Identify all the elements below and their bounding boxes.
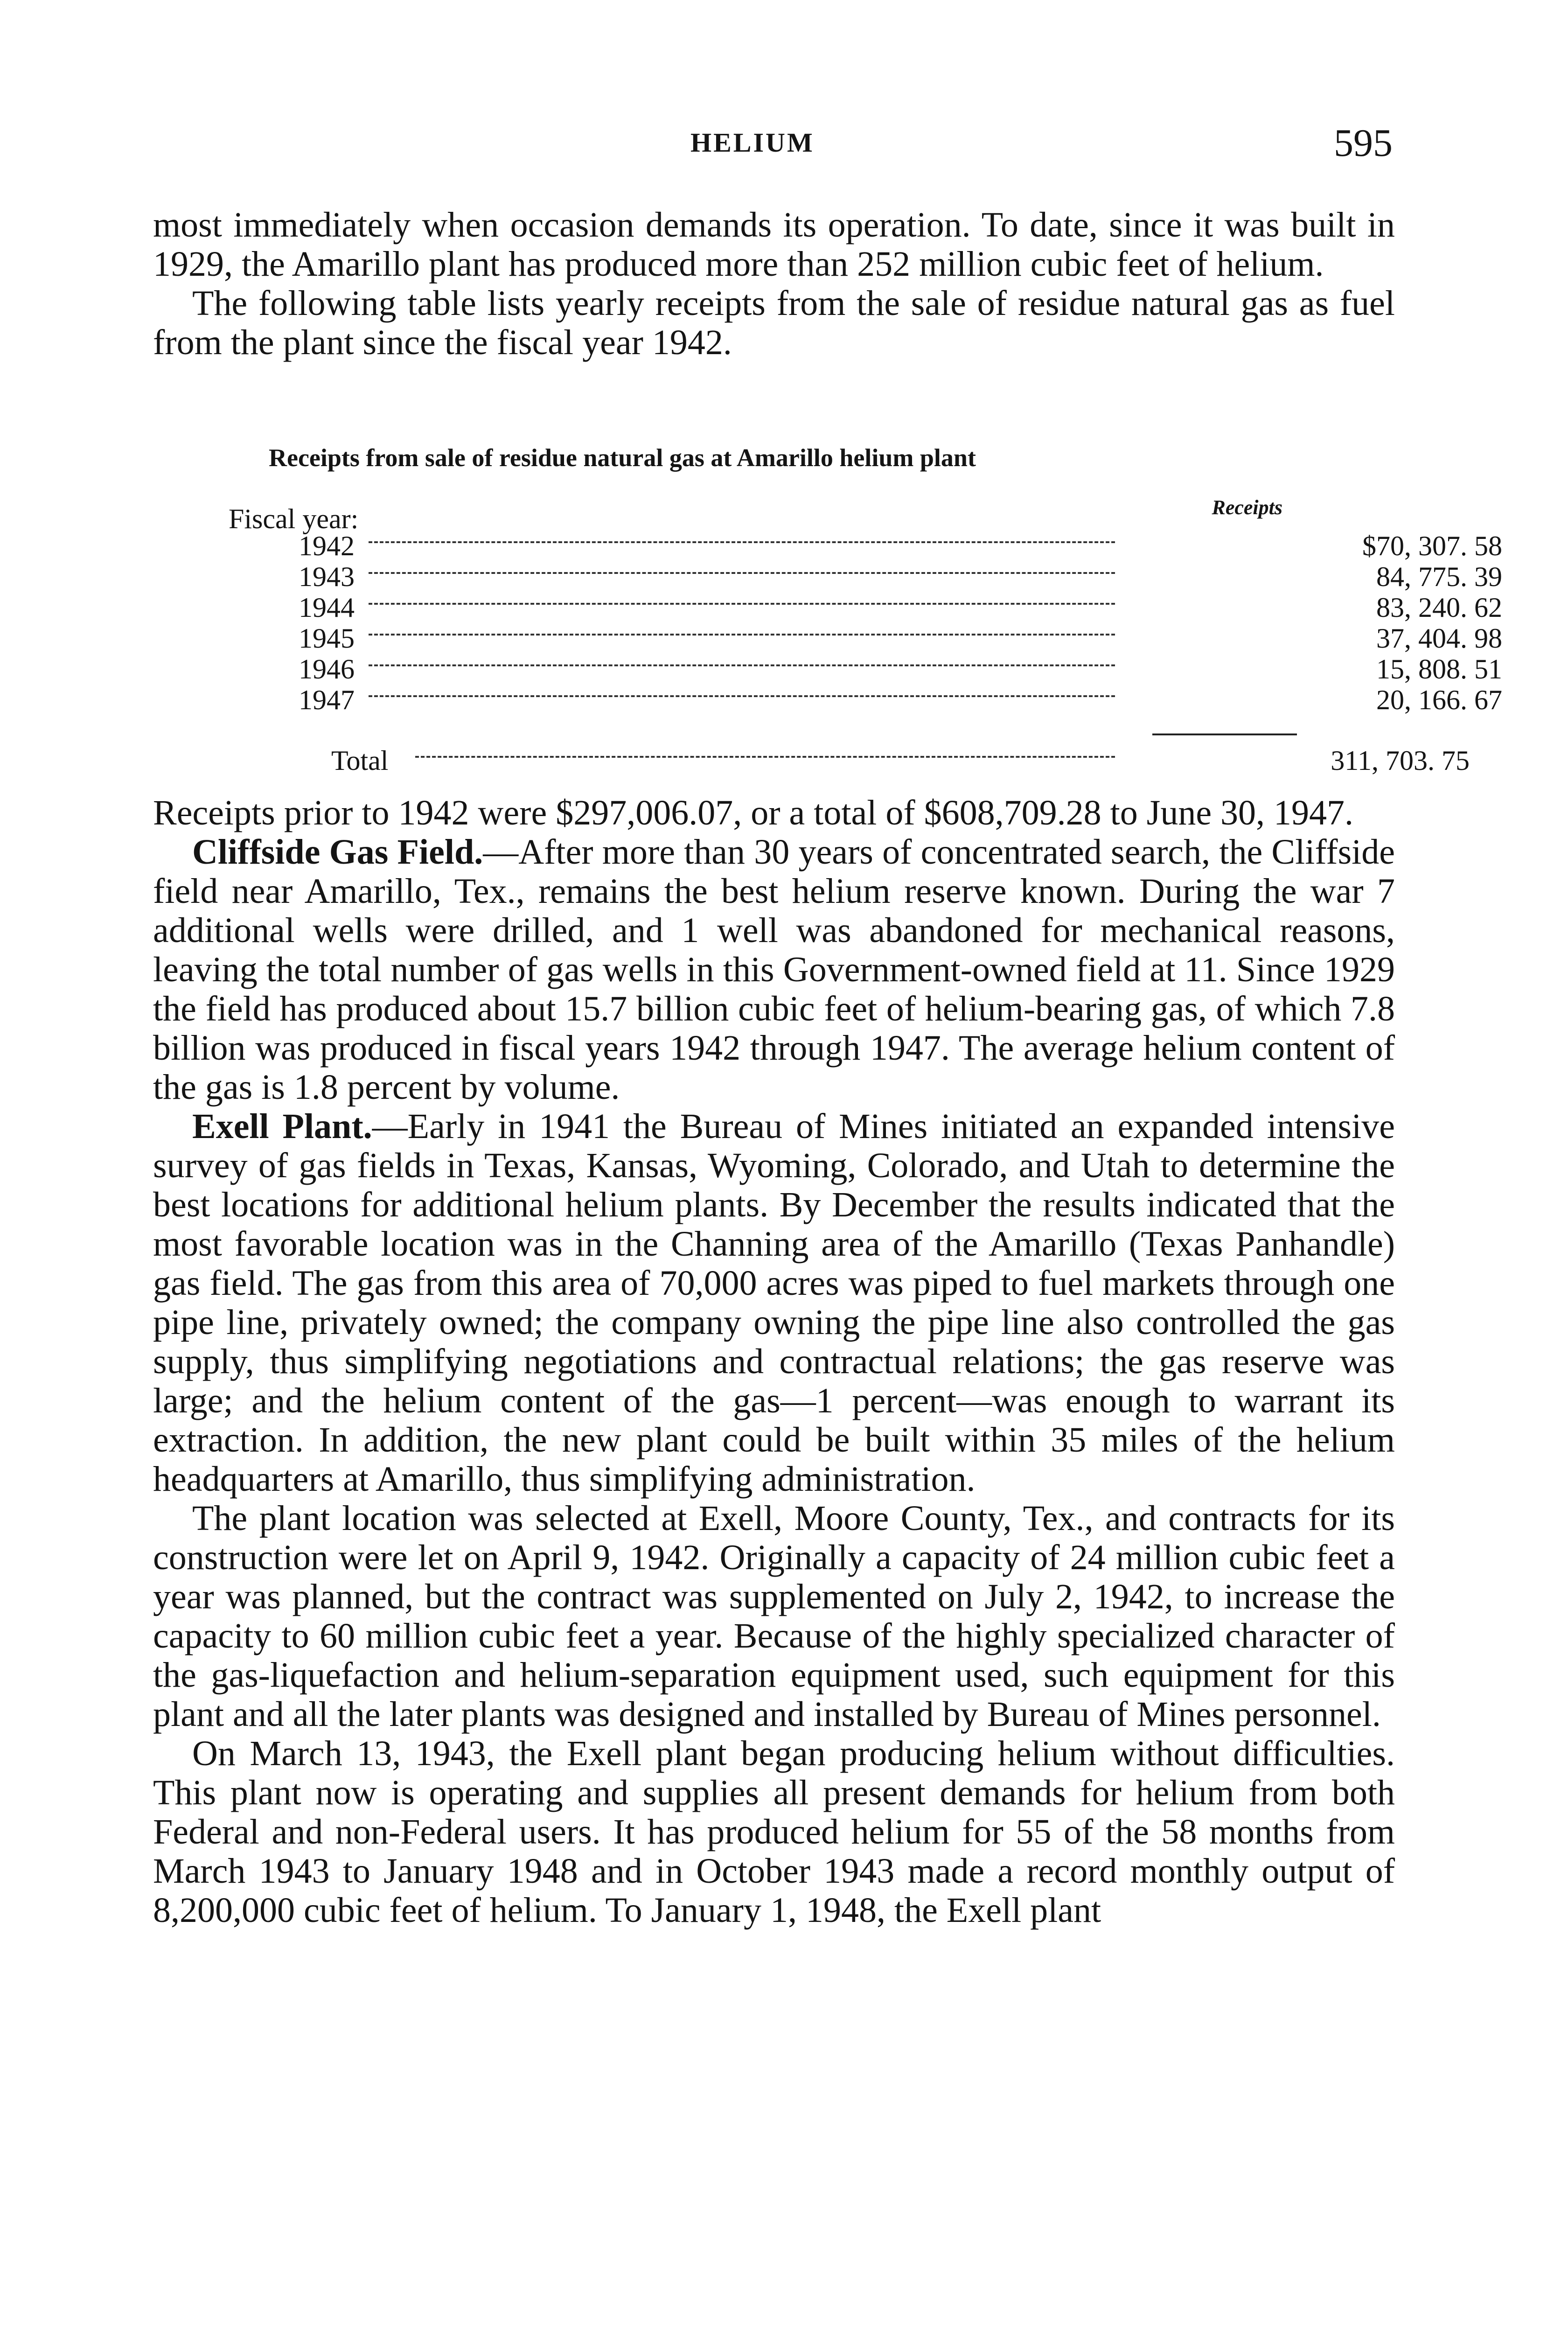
intro-paragraph-1: most immediately when occasion demands its operation. To date, since it was built in 1929, the Amarillo plant has produced more than 252 million cubic feet of helium. [153,205,1395,284]
table-value-header: Receipts [1212,496,1282,519]
table-cell-year: 1944 [299,592,355,623]
table-cell-amount: 83, 240. 62 [1376,592,1502,623]
dot-leader [369,541,1115,543]
dot-leader [415,756,1115,758]
table-row [299,622,1502,654]
body-section [153,793,1395,1930]
cliffside-text: —After more than 30 years of concentrated search, the Cliffside field near Amarillo, Tex., remains the best helium reserve known. During the war 7 additional wells were drilled, and 1 well was abandoned for mechanical reasons, leaving the total number of gas wells in this Government-owned field at 11. Since 1929 the field has produced about 15.7 billion cubic feet of helium-bearing gas, of which 7.8 billion was produced in fiscal years 1942 through 1947. The average helium content of the gas is 1.8 percent by volume. [153,832,1395,1107]
dot-leader [369,572,1115,574]
table-cell-year: 1947 [299,685,355,715]
table-row [299,684,1502,715]
table-cell-amount: 37, 404. 98 [1376,623,1502,654]
running-head: HELIUM [690,127,815,158]
table-row [299,592,1502,623]
table-cell-amount: 15, 808. 51 [1376,654,1502,685]
dot-leader [369,664,1115,666]
table-row [299,530,1502,561]
table-total-amount: 311, 703. 75 [1331,745,1470,776]
intro-section [153,205,1395,362]
table-cell-year: 1945 [299,623,355,654]
table-total-label: Total [331,745,389,776]
table-cell-year: 1942 [299,531,355,561]
table-cell-year: 1943 [299,561,355,592]
table-cell-amount: $70, 307. 58 [1362,531,1502,561]
cliffside-paragraph [153,832,1395,1107]
exell-paragraph [153,1107,1395,1499]
table-title: Receipts from sale of residue natural gas at Amarillo helium plant [269,444,976,472]
exell-text: —Early in 1941 the Bureau of Mines initiated an expanded intensive survey of gas fields in Texas, Kansas, Wyoming, Colorado, and Utah to determine the best locations for additional helium plants. By December the results indicated that the most favorable location was in the Channing area of the Amarillo (Texas Panhandle) gas field. The gas from this area of 70,000 acres was piped to fuel markets through one pipe line, privately owned; the company owning the pipe line also controlled the gas supply, thus simplifying negotiations and contractual relations; the gas reserve was large; and the helium content of the gas—1 percent—was enough to warrant its extraction. In addition, the new plant could be built within 35 miles of the helium headquarters at Amarillo, thus simplifying administration. [153,1107,1395,1499]
table-cell-amount: 84, 775. 39 [1376,561,1502,592]
table-total-row [331,745,1470,776]
after-table-paragraph: Receipts prior to 1942 were $297,006.07, or a total of $608,709.28 to June 30, 1947. [153,793,1354,832]
intro-paragraph-2: The following table lists yearly receipts from the sale of residue natural gas as fuel from the plant since the fiscal year 1942. [153,284,1395,362]
cliffside-heading: Cliffside Gas Field. [192,832,483,872]
table-row [299,561,1502,592]
dot-leader [369,634,1115,636]
production-paragraph: On March 13, 1943, the Exell plant began producing helium without difficulties. This plant now is operating and supplies all present demands for helium from both Federal and non-Federal users. It has produced helium for 55 of the 58 months from March 1943 to January 1948 and in October 1943 made a record monthly output of 8,200,000 cubic feet of helium. To January 1, 1948, the Exell plant [153,1734,1395,1930]
exell-heading: Exell Plant. [192,1107,372,1146]
table-row [299,653,1502,685]
table-row-label-header: Fiscal year: [229,503,359,534]
dot-leader [369,695,1115,697]
table-cell-year: 1946 [299,654,355,685]
dot-leader [369,603,1115,605]
page-number: 595 [1334,121,1393,165]
sum-rule [1152,733,1297,735]
location-paragraph: The plant location was selected at Exell, Moore County, Tex., and contracts for its construction were let on April 9, 1942. Originally a capacity of 24 million cubic feet a year was planned, but the contract was supplemented on July 2, 1942, to increase the capacity to 60 million cubic feet a year. Because of the highly specialized character of the gas-liquefaction and helium-separation equipment used, such equipment for this plant and all the later plants was designed and installed by Bureau of Mines personnel. [153,1499,1395,1734]
table-cell-amount: 20, 166. 67 [1376,685,1502,715]
